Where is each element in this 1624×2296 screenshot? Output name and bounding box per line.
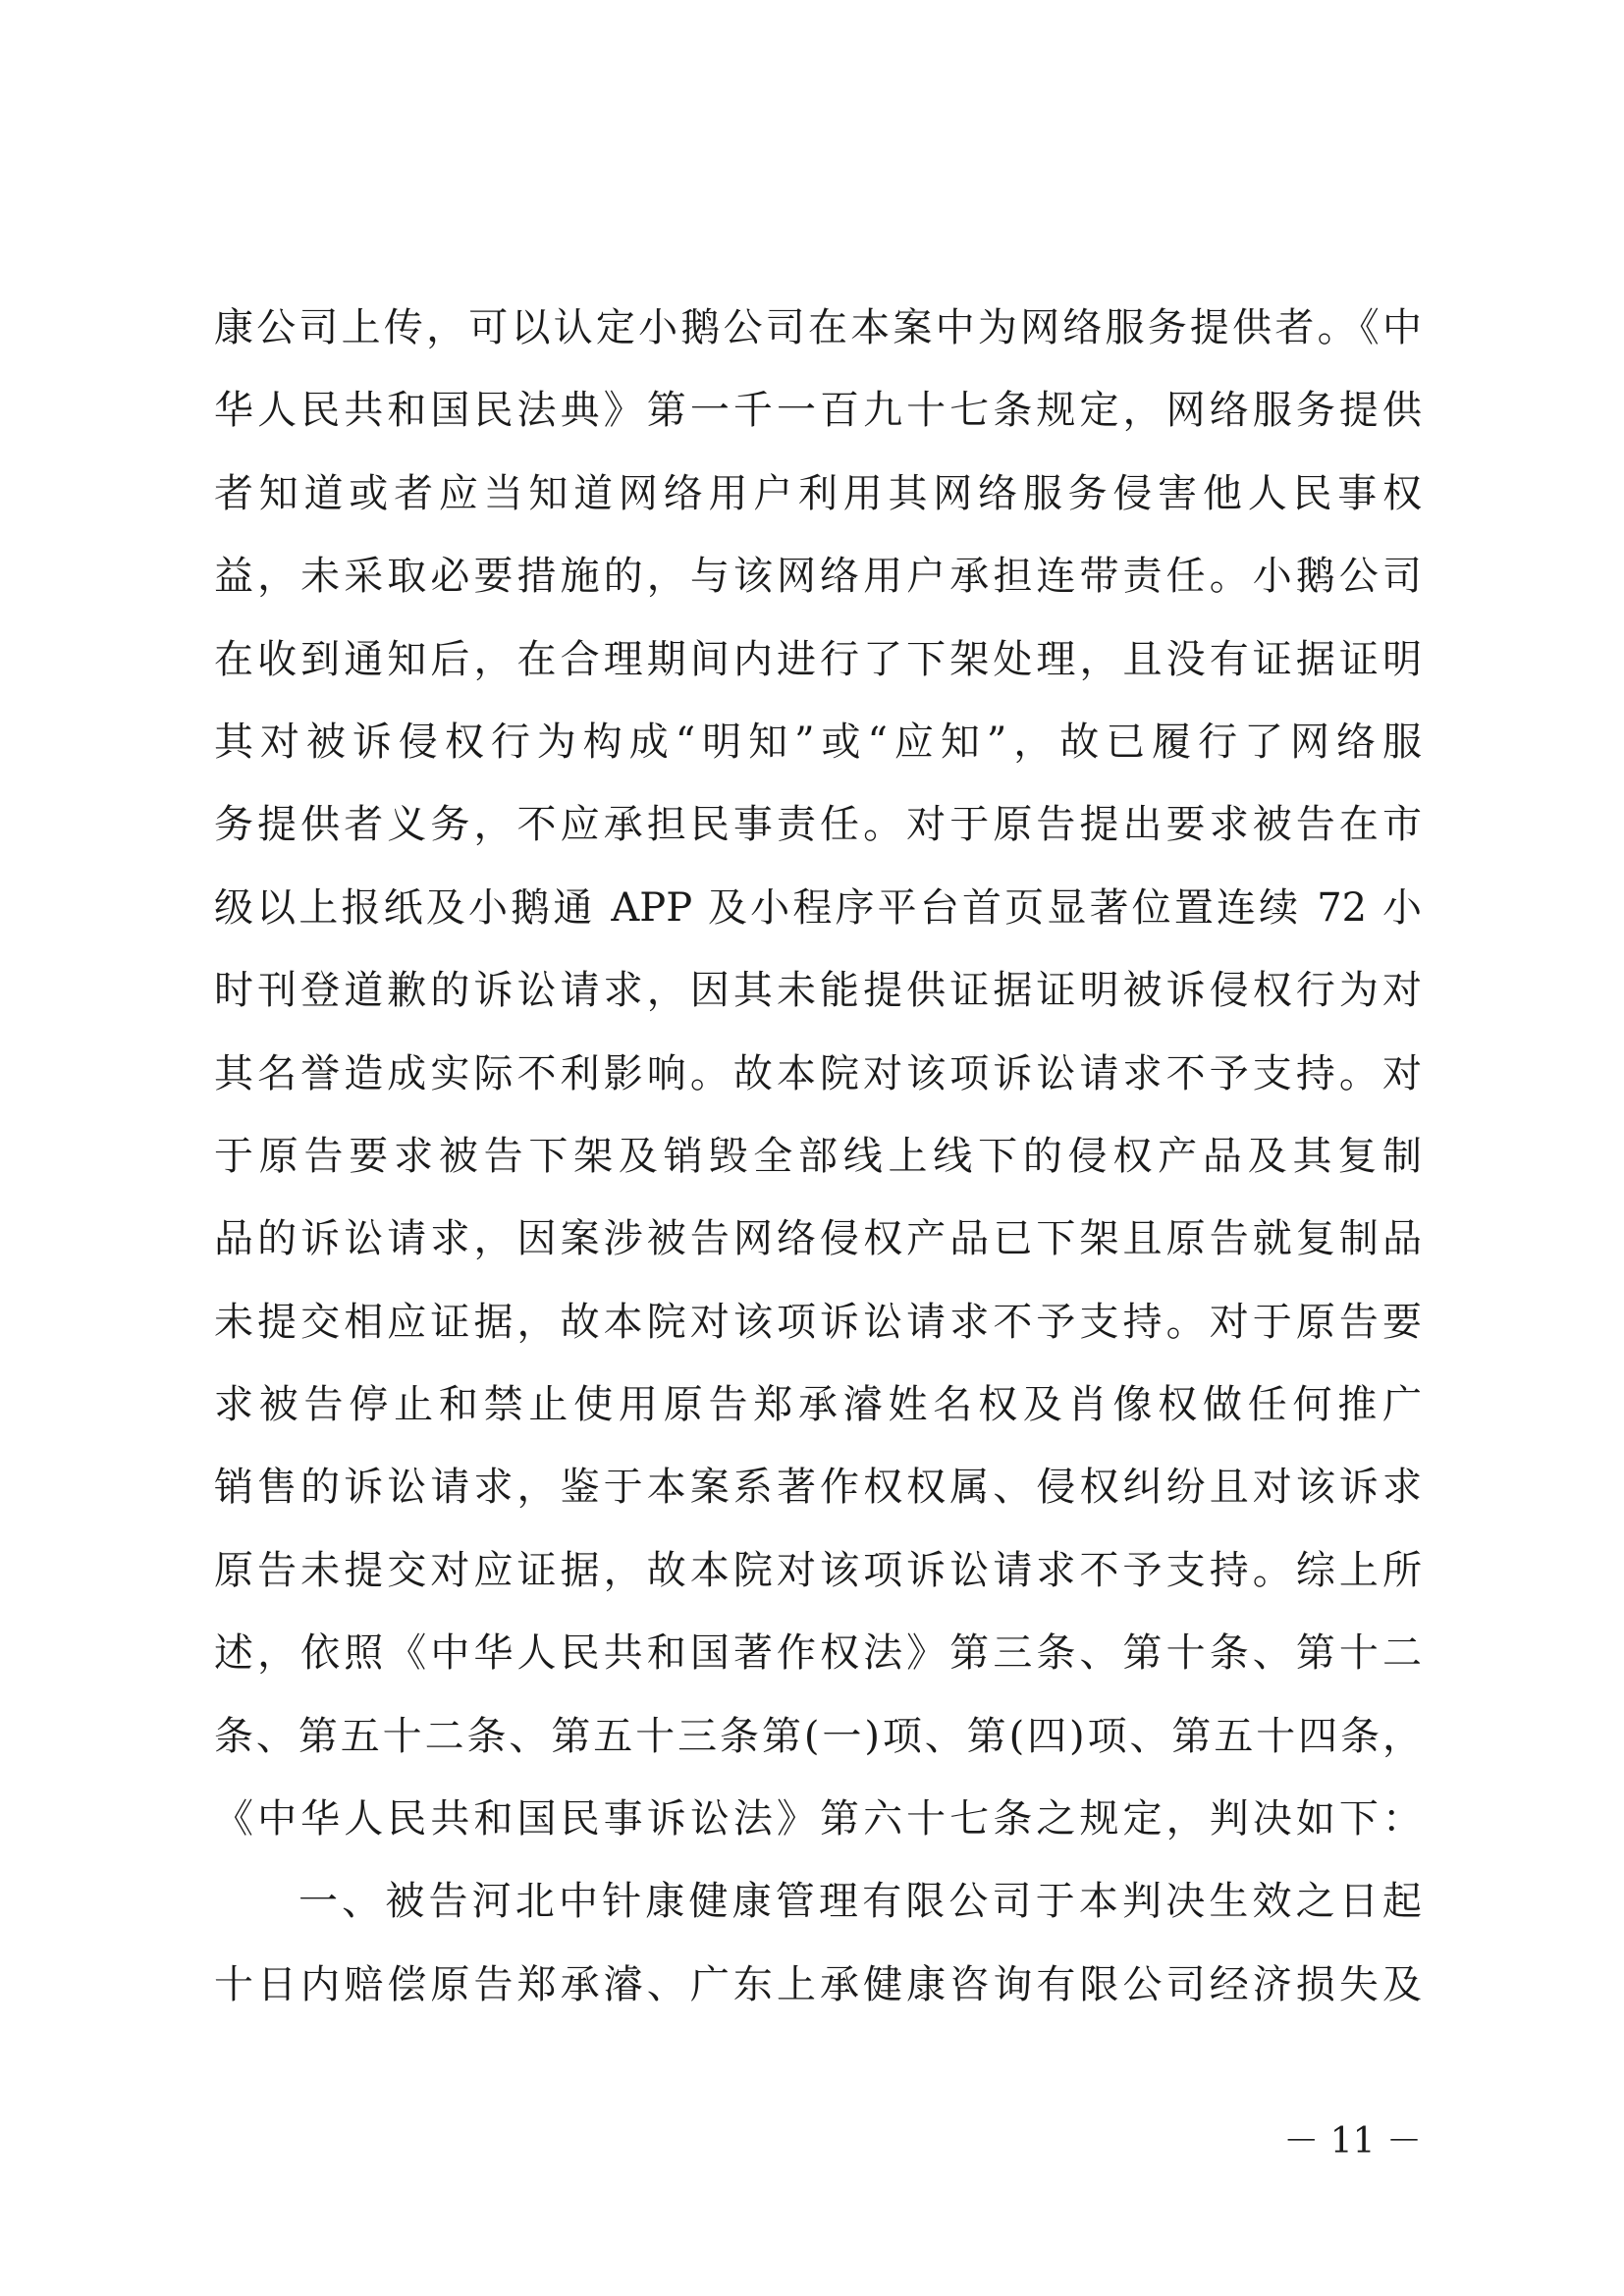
text-line: 其对被诉侵权行为构成“明知”或“应知”，故已履行了网络服 [214, 719, 1422, 765]
text-line: 时刊登道歉的诉讼请求，因其未能提供证据证明被诉侵权行为对 [214, 968, 1422, 1014]
text-line: 在收到通知后，在合理期间内进行了下架处理，且没有证据证明 [214, 636, 1422, 682]
text-line: 销售的诉讼请求，鉴于本案系著作权权属、侵权纠纷且对该诉求 [214, 1465, 1422, 1511]
text-line: 者知道或者应当知道网络用户利用其网络服务侵害他人民事权 [214, 470, 1422, 516]
text-line: 未提交相应证据，故本院对该项诉讼请求不予支持。对于原告要 [214, 1299, 1422, 1345]
page-number: － 11 － [1283, 2121, 1422, 2162]
text-line: 品的诉讼请求，因案涉被告网络侵权产品已下架且原告就复制品 [214, 1216, 1422, 1262]
text-line-paragraph-start: 一、被告河北中针康健康管理有限公司于本判决生效之日起 [298, 1879, 1422, 1925]
text-line: 级以上报纸及小鹅通 APP 及小程序平台首页显著位置连续 72 小 [214, 884, 1422, 931]
text-line: 述，依照《中华人民共和国著作权法》第三条、第十条、第十二 [214, 1630, 1422, 1677]
text-line: 益，未采取必要措施的，与该网络用户承担连带责任。小鹅公司 [214, 554, 1422, 600]
text-line: 康公司上传，可以认定小鹅公司在本案中为网络服务提供者。《中 [214, 305, 1422, 350]
text-line: 原告未提交对应证据，故本院对该项诉讼请求不予支持。综上所 [214, 1547, 1422, 1593]
text-line: 《中华人民共和国民事诉讼法》第六十七条之规定，判决如下： [214, 1796, 1422, 1842]
text-line: 十日内赔偿原告郑承濬、广东上承健康咨询有限公司经济损失及 [214, 1961, 1422, 2007]
text-line: 于原告要求被告下架及销毁全部线上线下的侵权产品及其复制 [214, 1133, 1422, 1179]
text-line: 华人民共和国民法典》第一千一百九十七条规定，网络服务提供 [214, 388, 1422, 434]
text-line: 条、第五十二条、第五十三条第(一)项、第(四)项、第五十四条， [214, 1713, 1422, 1759]
text-line: 务提供者义务，不应承担民事责任。对于原告提出要求被告在市 [214, 802, 1422, 848]
text-line: 其名誉造成实际不利影响。故本院对该项诉讼请求不予支持。对 [214, 1050, 1422, 1096]
judgment-text-body [214, 287, 1422, 2026]
text-line: 求被告停止和禁止使用原告郑承濬姓名权及肖像权做任何推广 [214, 1382, 1422, 1428]
